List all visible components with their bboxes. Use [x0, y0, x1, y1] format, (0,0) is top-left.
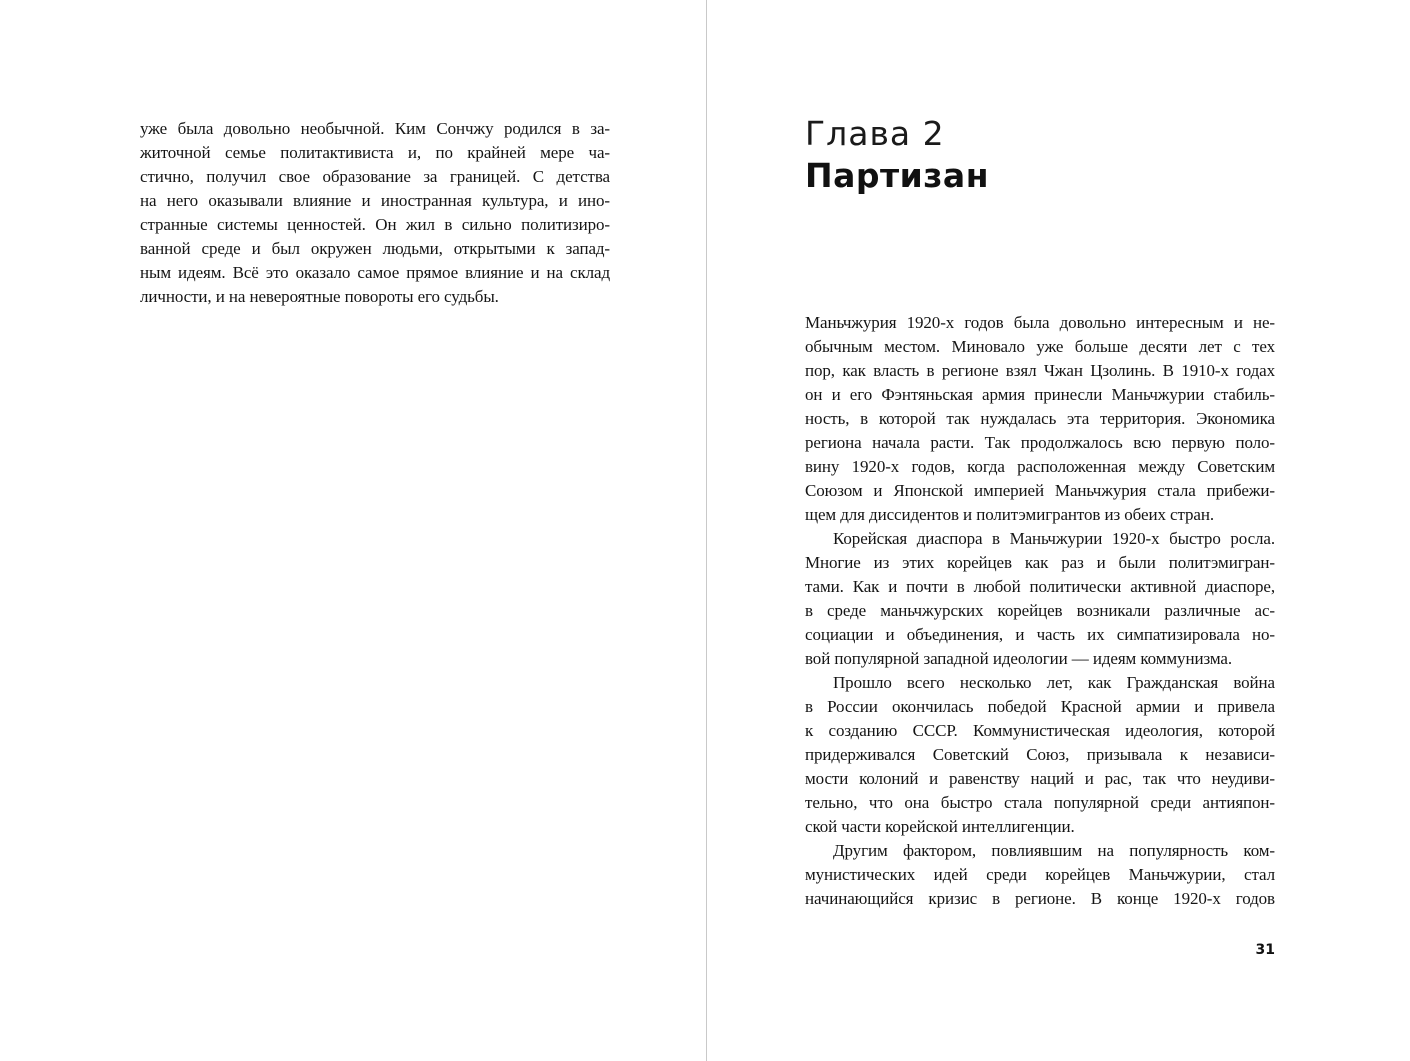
left-paragraph: [140, 117, 610, 309]
text-line: в среде маньчжурских корейцев возникали различные ас-: [805, 601, 1275, 620]
text-line: мунистических идей среди корейцев Маньчжурии, стал: [805, 865, 1275, 884]
text-line: Корейская диаспора в Маньчжурии 1920-х быстро росла.: [833, 529, 1275, 548]
text-line: начинающийся кризис в регионе. В конце 1920-х годов: [805, 889, 1275, 908]
text-line: обычным местом. Миновало уже больше десяти лет с тех: [805, 337, 1275, 356]
paragraph-4: [805, 839, 1275, 911]
paragraph-3: [805, 671, 1275, 839]
text-line: ванной среде и был окружен людьми, открытыми к запад-: [140, 239, 610, 258]
right-page: [707, 0, 1410, 1061]
text-line: на него оказывали влияние и иностранная культура, и ино-: [140, 191, 610, 210]
text-line: вину 1920-х годов, когда расположенная между Советским: [805, 457, 1275, 476]
text-line: ской части корейской интеллигенции.: [805, 817, 1075, 836]
text-line: житочной семье политактивиста и, по крайней мере ча-: [140, 143, 610, 162]
paragraph-2: [805, 527, 1275, 671]
text-line: пор, как власть в регионе взял Чжан Цзолинь. В 1910-х годах: [805, 361, 1275, 380]
text-line: тельно, что она быстро стала популярной среди антияпон-: [805, 793, 1275, 812]
chapter-heading: [805, 112, 1305, 196]
text-line: стично, получил свое образование за границей. С детства: [140, 167, 610, 186]
paragraph-1: [805, 311, 1275, 527]
text-line: Союзом и Японской империей Маньчжурия стала прибежи-: [805, 481, 1275, 500]
page-number: 31: [1255, 942, 1275, 958]
text-line: в России окончилась победой Красной армии и привела: [805, 697, 1275, 716]
chapter-title: Партизан: [805, 156, 990, 195]
text-line: уже была довольно необычной. Ким Сончжу родился в за-: [140, 119, 610, 138]
text-line: к созданию СССР. Коммунистическая идеология, которой: [805, 721, 1275, 740]
text-line: ность, в которой так нуждалась эта территория. Экономика: [805, 409, 1275, 428]
text-line: странные системы ценностей. Он жил в сильно политизиро-: [140, 215, 610, 234]
text-line: региона начала расти. Так продолжалось всю первую поло-: [805, 433, 1275, 452]
left-page-body: [140, 117, 610, 309]
text-line: Прошло всего несколько лет, как Гражданская война: [833, 673, 1275, 692]
text-line: социации и объединения, и часть их симпатизировала но-: [805, 625, 1275, 644]
text-line: Маньчжурия 1920-х годов была довольно интересным и не-: [805, 313, 1275, 332]
chapter-label: Глава 2: [805, 114, 945, 153]
right-page-body: [805, 311, 1275, 911]
text-line: личности, и на невероятные повороты его судьбы.: [140, 287, 499, 306]
text-line: мости колоний и равенству наций и рас, так что неудиви-: [805, 769, 1275, 788]
text-line: придерживался Советский Союз, призывала к независи-: [805, 745, 1275, 764]
text-line: Другим фактором, повлиявшим на популярность ком-: [833, 841, 1275, 860]
text-line: он и его Фэнтяньская армия принесли Маньчжурии стабиль-: [805, 385, 1275, 404]
text-line: вой популярной западной идеологии — идеям коммунизма.: [805, 649, 1232, 668]
text-line: щем для диссидентов и политэмигрантов из обеих стран.: [805, 505, 1214, 524]
text-line: ным идеям. Всё это оказало самое прямое влияние и на склад: [140, 263, 610, 282]
text-line: тами. Как и почти в любой политически активной диаспоре,: [805, 577, 1275, 596]
text-line: Многие из этих корейцев как раз и были политэмигран-: [805, 553, 1275, 572]
